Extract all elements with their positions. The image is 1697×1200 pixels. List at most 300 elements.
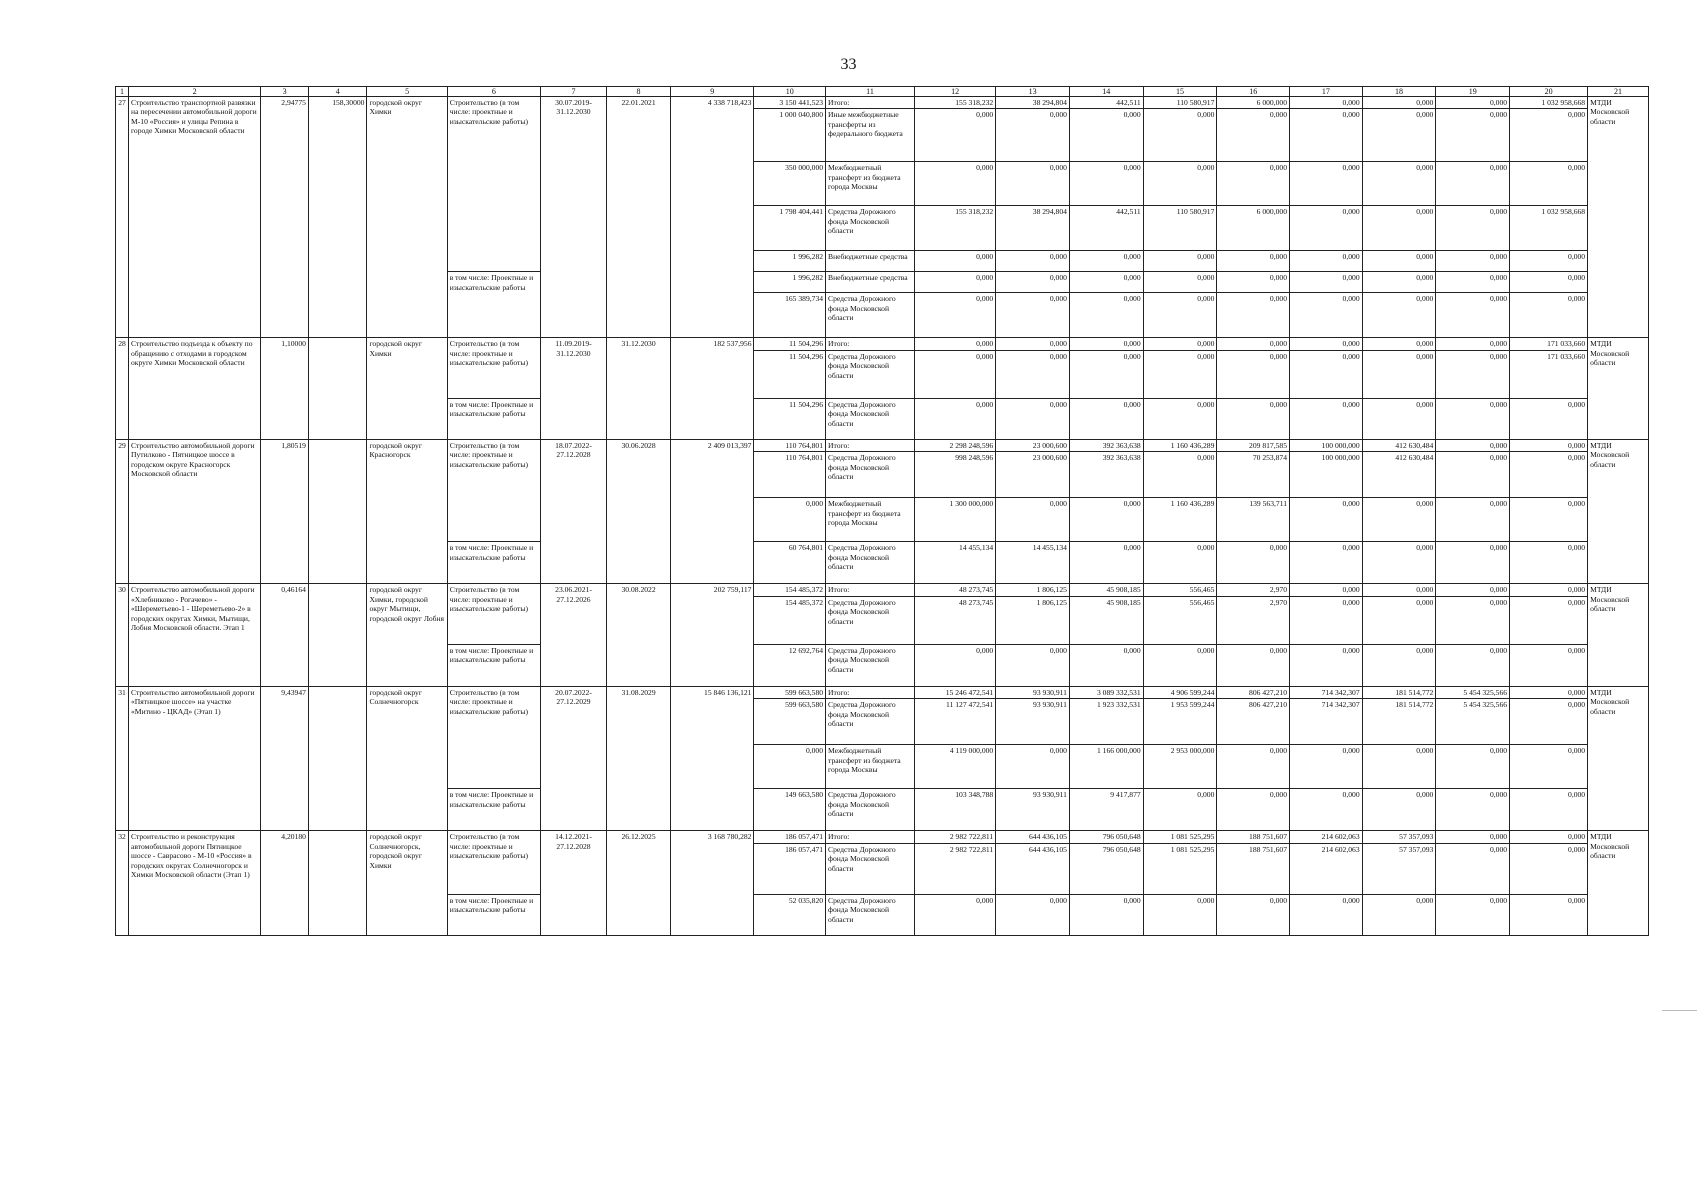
column-number: 8: [607, 87, 671, 97]
work-period: 18.07.2022-27.12.2028: [540, 439, 606, 583]
funding-amount: 0,000: [1510, 596, 1588, 644]
length-km: 9,43947: [261, 686, 309, 830]
financed-to-date: 110 764,801: [754, 452, 826, 498]
funding-amount: 714 342,307: [1290, 686, 1363, 698]
column-number: 6: [447, 87, 540, 97]
work-type: Строительство (в том числе: проектные и изыскательские работы): [447, 97, 540, 272]
funding-amount: 0,000: [1510, 452, 1588, 498]
funding-source: Средства Дорожного фонда Московской области: [826, 398, 915, 439]
funding-amount: 796 050,648: [1069, 843, 1143, 894]
financed-to-date: 1 798 404,441: [754, 206, 826, 251]
funding-amount: 0,000: [1290, 206, 1363, 251]
column-number: 11: [826, 87, 915, 97]
funding-amount: 0,000: [1143, 542, 1217, 584]
funding-amount: 0,000: [1510, 251, 1588, 272]
funding-amount: 0,000: [1217, 542, 1290, 584]
funding-amount: 0,000: [1069, 293, 1143, 338]
responsible-body: МТДИ Московской области: [1588, 831, 1649, 935]
funding-amount: 0,000: [1362, 398, 1436, 439]
funding-amount: 3 089 332,531: [1069, 686, 1143, 698]
funding-source: Средства Дорожного фонда Московской области: [826, 350, 915, 398]
funding-amount: 0,000: [1362, 745, 1436, 789]
financed-to-date: 0,000: [754, 745, 826, 789]
funding-amount: 171 033,660: [1510, 350, 1588, 398]
funding-source: Итого:: [826, 686, 915, 698]
municipality: городской округ Солнечногорск, городской округ Химки: [367, 831, 447, 935]
funding-amount: 0,000: [1143, 162, 1217, 206]
funding-amount: 0,000: [1510, 831, 1588, 843]
funding-amount: 14 455,134: [914, 542, 995, 584]
funding-amount: 0,000: [1217, 251, 1290, 272]
funding-amount: 139 563,711: [1217, 498, 1290, 542]
funding-amount: 0,000: [996, 350, 1070, 398]
funding-amount: 1 953 599,244: [1143, 699, 1217, 745]
funding-amount: 0,000: [1217, 338, 1290, 350]
funding-amount: 2 298 248,596: [914, 439, 995, 451]
funding-amount: 0,000: [1436, 293, 1510, 338]
funding-amount: 0,000: [1436, 542, 1510, 584]
funding-amount: 442,511: [1069, 97, 1143, 109]
funding-amount: 110 580,917: [1143, 97, 1217, 109]
funding-amount: 0,000: [1069, 162, 1143, 206]
financed-to-date: 186 057,471: [754, 843, 826, 894]
financed-to-date: 110 764,801: [754, 439, 826, 451]
municipality: городской округ Красногорск: [367, 439, 447, 583]
municipality: городской округ Солнечногорск: [367, 686, 447, 830]
funding-amount: 188 751,607: [1217, 843, 1290, 894]
capacity: [308, 686, 367, 830]
funding-amount: 0,000: [1290, 789, 1363, 831]
funding-amount: 1 300 000,000: [914, 498, 995, 542]
financing-table: [115, 86, 1649, 936]
funding-amount: 0,000: [1217, 272, 1290, 293]
funding-amount: 0,000: [996, 398, 1070, 439]
funding-amount: 70 253,874: [1217, 452, 1290, 498]
funding-amount: 0,000: [1290, 350, 1363, 398]
funding-amount: 214 602,063: [1290, 843, 1363, 894]
funding-source: Межбюджетный трансферт из бюджета города Москвы: [826, 498, 915, 542]
funding-amount: 1 032 958,668: [1510, 97, 1588, 109]
funding-amount: 0,000: [1290, 542, 1363, 584]
funding-amount: 0,000: [996, 498, 1070, 542]
funding-amount: 45 908,185: [1069, 596, 1143, 644]
table-row: [116, 97, 1649, 109]
funding-amount: 23 000,600: [996, 439, 1070, 451]
funding-amount: 0,000: [914, 398, 995, 439]
funding-amount: 0,000: [1290, 338, 1363, 350]
work-type-design: в том числе: Проектные и изыскательские работы: [447, 398, 540, 439]
funding-amount: 0,000: [1217, 398, 1290, 439]
funding-amount: 0,000: [1510, 398, 1588, 439]
funding-amount: 0,000: [914, 272, 995, 293]
work-type-design: в том числе: Проектные и изыскательские работы: [447, 789, 540, 831]
funding-amount: 0,000: [1436, 338, 1510, 350]
funding-amount: 0,000: [914, 293, 995, 338]
financed-to-date: 154 485,372: [754, 596, 826, 644]
column-number-row: [116, 87, 1649, 97]
funding-amount: 0,000: [1217, 894, 1290, 935]
funding-amount: 0,000: [1510, 699, 1588, 745]
funding-amount: 0,000: [996, 644, 1070, 686]
column-number: 2: [129, 87, 261, 97]
funding-amount: 0,000: [1510, 293, 1588, 338]
responsible-body: МТДИ Московской области: [1588, 584, 1649, 686]
funding-amount: 0,000: [1143, 644, 1217, 686]
funding-amount: 0,000: [1362, 97, 1436, 109]
funding-amount: 0,000: [1510, 109, 1588, 162]
funding-amount: 0,000: [914, 162, 995, 206]
funding-amount: 14 455,134: [996, 542, 1070, 584]
capacity: [308, 338, 367, 439]
funding-amount: 0,000: [1290, 251, 1363, 272]
estimated-cost: 182 537,956: [671, 338, 754, 439]
funding-amount: 5 454 325,566: [1436, 686, 1510, 698]
funding-source: Иные межбюджетные трансферты из федерального бюджета: [826, 109, 915, 162]
funding-amount: 0,000: [1143, 338, 1217, 350]
funding-source: Средства Дорожного фонда Московской области: [826, 452, 915, 498]
financed-to-date: 12 692,764: [754, 644, 826, 686]
responsible-body: МТДИ Московской области: [1588, 439, 1649, 583]
funding-amount: 392 363,638: [1069, 452, 1143, 498]
financed-to-date: 599 663,580: [754, 686, 826, 698]
funding-amount: 0,000: [1217, 293, 1290, 338]
funding-amount: 0,000: [1510, 498, 1588, 542]
funding-amount: 45 908,185: [1069, 584, 1143, 596]
funding-amount: 1 923 332,531: [1069, 699, 1143, 745]
funding-amount: 0,000: [1436, 894, 1510, 935]
funding-amount: 0,000: [1436, 452, 1510, 498]
funding-source: Итого:: [826, 97, 915, 109]
funding-amount: 644 436,105: [996, 843, 1070, 894]
funding-amount: 0,000: [1362, 644, 1436, 686]
funding-amount: 23 000,600: [996, 452, 1070, 498]
estimated-cost: 2 409 013,397: [671, 439, 754, 583]
financed-to-date: 186 057,471: [754, 831, 826, 843]
funding-amount: 0,000: [914, 350, 995, 398]
funding-amount: 181 514,772: [1362, 686, 1436, 698]
estimated-cost: 15 846 136,121: [671, 686, 754, 830]
funding-amount: 0,000: [1362, 206, 1436, 251]
funding-amount: 412 630,484: [1362, 439, 1436, 451]
funding-amount: 48 273,745: [914, 584, 995, 596]
commissioning-date: 31.08.2029: [607, 686, 671, 830]
funding-amount: 1 166 000,000: [1069, 745, 1143, 789]
funding-amount: 714 342,307: [1290, 699, 1363, 745]
funding-amount: 0,000: [1290, 272, 1363, 293]
funding-amount: 0,000: [1069, 350, 1143, 398]
funding-amount: 0,000: [1362, 109, 1436, 162]
funding-amount: 0,000: [1217, 162, 1290, 206]
funding-amount: 11 127 472,541: [914, 699, 995, 745]
funding-amount: 6 000,000: [1217, 206, 1290, 251]
commissioning-date: 30.08.2022: [607, 584, 671, 686]
column-number: 9: [671, 87, 754, 97]
column-number: 18: [1362, 87, 1436, 97]
funding-amount: 6 000,000: [1217, 97, 1290, 109]
funding-amount: 1 160 436,289: [1143, 498, 1217, 542]
funding-amount: 100 000,000: [1290, 439, 1363, 451]
funding-amount: 0,000: [1362, 894, 1436, 935]
project-name: Строительство транспортной развязки на пересечении автомобильной дороги М-10 «Россия» и улицы Репина в городе Химки Московской области: [129, 97, 261, 338]
funding-amount: 0,000: [1510, 894, 1588, 935]
funding-amount: 0,000: [1436, 350, 1510, 398]
funding-amount: 0,000: [1510, 439, 1588, 451]
funding-amount: 0,000: [1290, 894, 1363, 935]
funding-amount: 806 427,210: [1217, 699, 1290, 745]
funding-amount: 0,000: [1069, 272, 1143, 293]
funding-amount: 100 000,000: [1290, 452, 1363, 498]
funding-amount: 0,000: [1362, 596, 1436, 644]
funding-amount: 0,000: [1290, 162, 1363, 206]
funding-amount: 4 119 000,000: [914, 745, 995, 789]
funding-amount: 0,000: [1436, 584, 1510, 596]
funding-amount: 0,000: [1436, 439, 1510, 451]
project-name: Строительство автомобильной дороги «Пятницкое шоссе» на участке «Митино - ЦКАД» (Этап 1): [129, 686, 261, 830]
responsible-body: МТДИ Московской области: [1588, 97, 1649, 338]
funding-amount: 0,000: [1290, 498, 1363, 542]
column-number: 10: [754, 87, 826, 97]
funding-amount: 0,000: [1069, 644, 1143, 686]
funding-amount: 0,000: [1069, 251, 1143, 272]
funding-amount: 57 357,093: [1362, 843, 1436, 894]
funding-amount: 0,000: [1290, 596, 1363, 644]
project-number: 31: [116, 686, 129, 830]
financed-to-date: 1 996,282: [754, 272, 826, 293]
funding-amount: 0,000: [996, 293, 1070, 338]
funding-source: Средства Дорожного фонда Московской области: [826, 596, 915, 644]
work-type-design: в том числе: Проектные и изыскательские работы: [447, 644, 540, 686]
funding-amount: 0,000: [1436, 745, 1510, 789]
funding-amount: 0,000: [1069, 338, 1143, 350]
financed-to-date: 1 996,282: [754, 251, 826, 272]
length-km: 2,94775: [261, 97, 309, 338]
work-type-design: в том числе: Проектные и изыскательские работы: [447, 272, 540, 338]
funding-amount: 171 033,660: [1510, 338, 1588, 350]
funding-amount: 4 906 599,244: [1143, 686, 1217, 698]
capacity: 158,30000: [308, 97, 367, 338]
funding-amount: 0,000: [1143, 452, 1217, 498]
funding-amount: 188 751,607: [1217, 831, 1290, 843]
funding-source: Средства Дорожного фонда Московской области: [826, 894, 915, 935]
funding-amount: 38 294,804: [996, 206, 1070, 251]
funding-source: Итого:: [826, 338, 915, 350]
column-number: 13: [996, 87, 1070, 97]
funding-amount: 2,970: [1217, 596, 1290, 644]
funding-amount: 1 081 525,295: [1143, 843, 1217, 894]
funding-amount: 0,000: [914, 644, 995, 686]
funding-amount: 0,000: [1362, 338, 1436, 350]
funding-amount: 57 357,093: [1362, 831, 1436, 843]
funding-amount: 0,000: [1217, 644, 1290, 686]
funding-amount: 0,000: [1510, 542, 1588, 584]
funding-amount: 0,000: [996, 338, 1070, 350]
funding-amount: 93 930,911: [996, 789, 1070, 831]
table-row: [116, 584, 1649, 596]
funding-amount: 0,000: [996, 251, 1070, 272]
work-type: Строительство (в том числе: проектные и изыскательские работы): [447, 439, 540, 541]
funding-amount: 0,000: [1069, 398, 1143, 439]
funding-amount: 0,000: [1510, 162, 1588, 206]
table-row: [116, 831, 1649, 843]
funding-amount: 181 514,772: [1362, 699, 1436, 745]
project-number: 27: [116, 97, 129, 338]
funding-amount: 155 318,232: [914, 97, 995, 109]
funding-amount: 1 806,125: [996, 596, 1070, 644]
work-period: 11.09.2019-31.12.2030: [540, 338, 606, 439]
funding-source: Средства Дорожного фонда Московской области: [826, 843, 915, 894]
funding-amount: 806 427,210: [1217, 686, 1290, 698]
funding-amount: 0,000: [1217, 745, 1290, 789]
funding-amount: 103 348,788: [914, 789, 995, 831]
funding-amount: 0,000: [1436, 97, 1510, 109]
financed-to-date: 11 504,296: [754, 398, 826, 439]
funding-amount: 0,000: [1290, 97, 1363, 109]
funding-amount: 0,000: [1362, 350, 1436, 398]
project-name: Строительство подъезда к объекту по обращению с отходами в городском округе Химки Московской области: [129, 338, 261, 439]
funding-amount: 5 454 325,566: [1436, 699, 1510, 745]
funding-amount: 0,000: [1510, 745, 1588, 789]
project-name: Строительство автомобильной дороги Путилково - Пятницкое шоссе в городском округе Красногорск Московской области: [129, 439, 261, 583]
funding-amount: 9 417,877: [1069, 789, 1143, 831]
funding-amount: 209 817,585: [1217, 439, 1290, 451]
funding-amount: 0,000: [914, 338, 995, 350]
column-number: 21: [1588, 87, 1649, 97]
funding-amount: 155 318,232: [914, 206, 995, 251]
length-km: 4,20180: [261, 831, 309, 935]
column-number: 16: [1217, 87, 1290, 97]
capacity: [308, 831, 367, 935]
funding-amount: 110 580,917: [1143, 206, 1217, 251]
funding-amount: 392 363,638: [1069, 439, 1143, 451]
work-type-design: в том числе: Проектные и изыскательские работы: [447, 894, 540, 935]
funding-amount: 0,000: [1362, 251, 1436, 272]
work-period: 23.06.2021-27.12.2026: [540, 584, 606, 686]
financed-to-date: 599 663,580: [754, 699, 826, 745]
funding-amount: 1 806,125: [996, 584, 1070, 596]
financed-to-date: 11 504,296: [754, 350, 826, 398]
financed-to-date: 11 504,296: [754, 338, 826, 350]
commissioning-date: 30.06.2028: [607, 439, 671, 583]
project-number: 28: [116, 338, 129, 439]
funding-amount: 0,000: [996, 745, 1070, 789]
municipality: городской округ Химки: [367, 97, 447, 338]
funding-amount: 998 248,596: [914, 452, 995, 498]
financed-to-date: 3 150 441,523: [754, 97, 826, 109]
funding-amount: 412 630,484: [1362, 452, 1436, 498]
column-number: 14: [1069, 87, 1143, 97]
financed-to-date: 60 764,801: [754, 542, 826, 584]
funding-amount: 0,000: [1436, 789, 1510, 831]
funding-amount: 0,000: [1362, 498, 1436, 542]
funding-amount: 1 032 958,668: [1510, 206, 1588, 251]
funding-amount: 0,000: [1362, 272, 1436, 293]
funding-source: Средства Дорожного фонда Московской области: [826, 789, 915, 831]
column-number: 17: [1290, 87, 1363, 97]
funding-amount: 796 050,648: [1069, 831, 1143, 843]
funding-amount: 0,000: [1143, 109, 1217, 162]
column-number: 3: [261, 87, 309, 97]
funding-amount: 0,000: [1069, 894, 1143, 935]
page-number: 33: [840, 56, 857, 73]
project-number: 30: [116, 584, 129, 686]
funding-amount: 0,000: [1436, 272, 1510, 293]
project-name: Строительство и реконструкция автомобильной дороги Пятницкое шоссе - Савраcово - М-10 «Россия» в городских округах Солнечногорск и Химки Московской области (Этап 1): [129, 831, 261, 935]
work-period: 30.07.2019-31.12.2030: [540, 97, 606, 338]
column-number: 7: [540, 87, 606, 97]
work-period: 20.07.2022-27.12.2029: [540, 686, 606, 830]
capacity: [308, 584, 367, 686]
funding-amount: 0,000: [1362, 162, 1436, 206]
funding-amount: 0,000: [1069, 498, 1143, 542]
column-number: 15: [1143, 87, 1217, 97]
funding-amount: 0,000: [1290, 584, 1363, 596]
funding-amount: 0,000: [1217, 109, 1290, 162]
responsible-body: МТДИ Московской области: [1588, 338, 1649, 439]
funding-amount: 2 982 722,811: [914, 831, 995, 843]
funding-amount: 93 930,911: [996, 686, 1070, 698]
funding-amount: 0,000: [1510, 843, 1588, 894]
funding-amount: 0,000: [1436, 843, 1510, 894]
funding-amount: 0,000: [1436, 109, 1510, 162]
funding-amount: 0,000: [1436, 162, 1510, 206]
funding-source: Средства Дорожного фонда Московской области: [826, 542, 915, 584]
financed-to-date: 52 035,820: [754, 894, 826, 935]
funding-amount: 0,000: [1510, 584, 1588, 596]
funding-amount: 0,000: [914, 894, 995, 935]
funding-amount: 0,000: [1290, 109, 1363, 162]
funding-amount: 0,000: [1362, 584, 1436, 596]
table-row: [116, 439, 1649, 451]
funding-source: Средства Дорожного фонда Московской области: [826, 699, 915, 745]
funding-amount: 1 081 525,295: [1143, 831, 1217, 843]
funding-amount: 0,000: [1436, 831, 1510, 843]
responsible-body: МТДИ Московской области: [1588, 686, 1649, 830]
funding-amount: 0,000: [914, 251, 995, 272]
funding-amount: 0,000: [1290, 398, 1363, 439]
project-number: 32: [116, 831, 129, 935]
funding-amount: 644 436,105: [996, 831, 1070, 843]
funding-amount: 0,000: [1436, 398, 1510, 439]
length-km: 1,10000: [261, 338, 309, 439]
funding-amount: 1 160 436,289: [1143, 439, 1217, 451]
financed-to-date: 165 389,734: [754, 293, 826, 338]
funding-amount: 93 930,911: [996, 699, 1070, 745]
table-row: [116, 338, 1649, 350]
work-type: Строительство (в том числе: проектные и изыскательские работы): [447, 338, 540, 398]
funding-amount: 15 246 472,541: [914, 686, 995, 698]
funding-amount: 0,000: [996, 272, 1070, 293]
funding-amount: 0,000: [1510, 686, 1588, 698]
funding-source: Внебюджетные средства: [826, 251, 915, 272]
financed-to-date: 350 000,000: [754, 162, 826, 206]
work-type: Строительство (в том числе: проектные и изыскательские работы): [447, 584, 540, 644]
column-number: 19: [1436, 87, 1510, 97]
funding-source: Межбюджетный трансферт из бюджета города Москвы: [826, 745, 915, 789]
funding-source: Итого:: [826, 439, 915, 451]
funding-amount: 38 294,804: [996, 97, 1070, 109]
funding-amount: 0,000: [1510, 644, 1588, 686]
funding-amount: 0,000: [996, 162, 1070, 206]
funding-amount: 0,000: [914, 109, 995, 162]
funding-amount: 0,000: [1217, 789, 1290, 831]
funding-amount: 0,000: [1290, 745, 1363, 789]
funding-amount: 48 273,745: [914, 596, 995, 644]
financed-to-date: 1 000 040,800: [754, 109, 826, 162]
project-number: 29: [116, 439, 129, 583]
funding-source: Итого:: [826, 831, 915, 843]
funding-source: Средства Дорожного фонда Московской области: [826, 206, 915, 251]
commissioning-date: 26.12.2025: [607, 831, 671, 935]
